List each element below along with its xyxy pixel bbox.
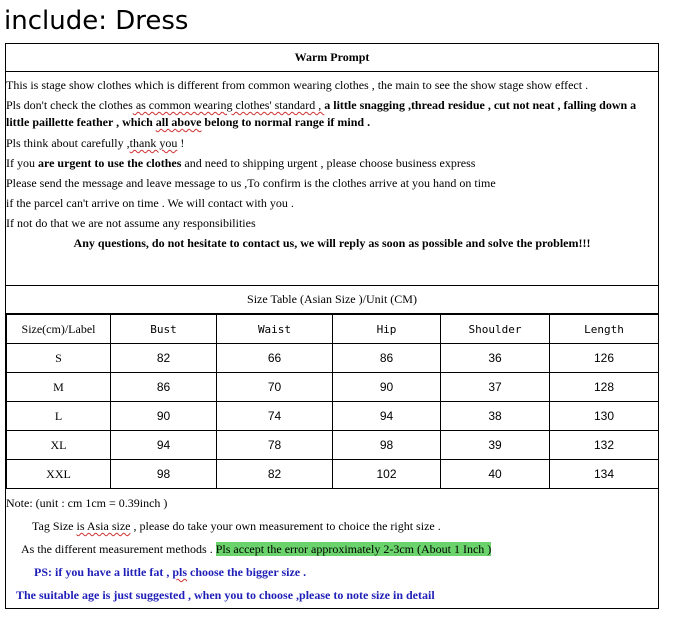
- size-header-bust: Bust: [111, 315, 217, 344]
- prompt-line-6: if the parcel can't arrive on time . We will contact with you .: [6, 196, 294, 210]
- prompt-line-3-a: Pls think about carefully ,: [6, 136, 130, 150]
- prompt-line-7: If not do that we are not assume any responsibilities: [6, 216, 256, 230]
- size-header-label: Size(cm)/Label: [7, 315, 111, 344]
- prompt-line-2: [6, 95, 658, 133]
- table-row: [7, 344, 659, 373]
- shoulder-cell: 36: [441, 344, 550, 373]
- tag-size-note: [6, 515, 658, 538]
- length-cell: 134: [550, 460, 659, 489]
- bust-cell: 82: [111, 344, 217, 373]
- waist-cell: 66: [217, 344, 333, 373]
- bust-cell: 94: [111, 431, 217, 460]
- warm-prompt-title: Warm Prompt: [6, 44, 658, 72]
- waist-cell: 70: [217, 373, 333, 402]
- prompt-line-4-c: and need to shipping urgent , please choose business express: [181, 156, 476, 170]
- length-cell: 130: [550, 402, 659, 431]
- ps-note-b: pls: [172, 565, 188, 579]
- size-header-shoulder: Shoulder: [441, 315, 550, 344]
- prompt-line-3-c: !: [177, 136, 185, 150]
- size-header-length: Length: [550, 315, 659, 344]
- measurement-note: [6, 538, 658, 561]
- ps-note-c: choose the bigger size .: [187, 565, 307, 579]
- tag-size-note-a: Tag Size: [32, 519, 77, 533]
- size-label-cell: M: [7, 373, 111, 402]
- length-cell: 128: [550, 373, 659, 402]
- size-header-waist: Waist: [217, 315, 333, 344]
- size-table-title: Size Table (Asian Size )/Unit (CM): [6, 285, 658, 314]
- ps-note: [6, 561, 658, 584]
- table-row: [7, 460, 659, 489]
- notes-section: [6, 492, 658, 607]
- shoulder-cell: 39: [441, 431, 550, 460]
- prompt-line-2-d: all above: [155, 115, 202, 129]
- size-table-header-row: [7, 315, 659, 344]
- tag-size-note-b: is Asia size: [76, 519, 131, 533]
- age-note: The suitable age is just suggested , when you to choose ,please to note size in detail: [16, 588, 435, 602]
- prompt-line-2-e: belong to normal range if mind .: [201, 115, 371, 129]
- prompt-line-4: [6, 153, 658, 173]
- prompt-line-2-a: Pls don't check the clothes: [6, 98, 133, 112]
- tag-size-note-c: , please do take your own measurement to choice the right size .: [130, 519, 441, 533]
- size-label-cell: S: [7, 344, 111, 373]
- hip-cell: 86: [333, 344, 441, 373]
- bust-cell: 98: [111, 460, 217, 489]
- hip-cell: 90: [333, 373, 441, 402]
- length-cell: 126: [550, 344, 659, 373]
- prompt-line-3-b: thank you: [129, 136, 178, 150]
- waist-cell: 82: [217, 460, 333, 489]
- unit-note: Note: (unit : cm 1cm = 0.39inch ): [6, 496, 168, 510]
- warm-prompt-body: [6, 72, 658, 253]
- measurement-note-highlight: Pls accept the error approximately 2-3cm (About 1 Inch ): [215, 542, 492, 556]
- page-heading: include: Dress: [4, 6, 189, 36]
- shoulder-cell: 37: [441, 373, 550, 402]
- size-label-cell: XXL: [7, 460, 111, 489]
- bust-cell: 86: [111, 373, 217, 402]
- prompt-line-2-c: a little snagging ,thread residue , cut not neat , falling down a little paillette feather , which: [6, 98, 637, 129]
- prompt-line-4-a: If you: [6, 156, 38, 170]
- table-row: [7, 373, 659, 402]
- prompt-line-8: Any questions, do not hesitate to contact us, we will reply as soon as possible and solve the problem!!!: [73, 236, 591, 250]
- hip-cell: 102: [333, 460, 441, 489]
- hip-cell: 94: [333, 402, 441, 431]
- prompt-line-2-b: as common wearing clothes' standard ,: [132, 98, 325, 112]
- prompt-line-1: This is stage show clothes which is different from common wearing clothes , the main to see the show stage show effect .: [6, 78, 589, 92]
- shoulder-cell: 38: [441, 402, 550, 431]
- prompt-line-4-b: are urgent to use the clothes: [38, 156, 182, 170]
- waist-cell: 74: [217, 402, 333, 431]
- prompt-line-3: [6, 133, 658, 153]
- hip-cell: 98: [333, 431, 441, 460]
- shoulder-cell: 40: [441, 460, 550, 489]
- prompt-line-5: Please send the message and leave message to us ,To confirm is the clothes arrive at you hand on time: [6, 176, 496, 190]
- size-table: [6, 314, 659, 489]
- waist-cell: 78: [217, 431, 333, 460]
- size-label-cell: L: [7, 402, 111, 431]
- table-row: [7, 402, 659, 431]
- product-info-frame: [5, 43, 659, 609]
- length-cell: 132: [550, 431, 659, 460]
- measurement-note-a: As the different measurement methods .: [21, 542, 216, 556]
- size-label-cell: XL: [7, 431, 111, 460]
- ps-note-a: PS: if you have a little fat ,: [34, 565, 173, 579]
- table-row: [7, 431, 659, 460]
- bust-cell: 90: [111, 402, 217, 431]
- size-header-hip: Hip: [333, 315, 441, 344]
